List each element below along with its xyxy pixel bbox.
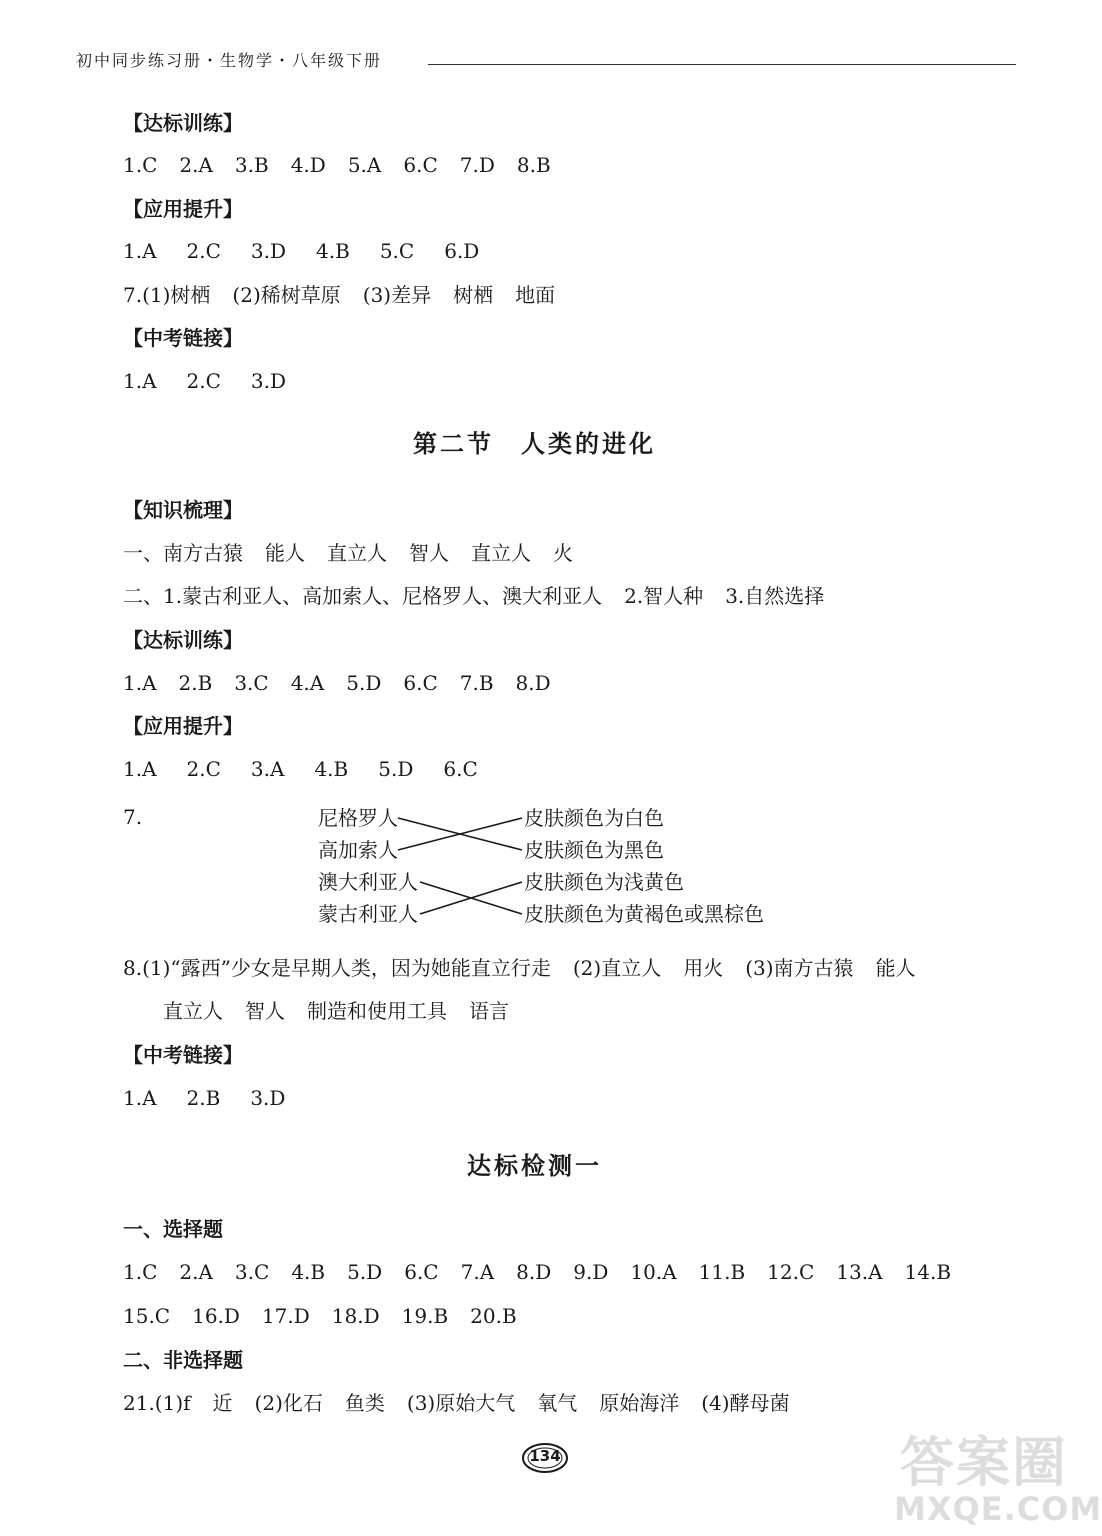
answer-part: 制造和使用工具	[307, 999, 447, 1023]
heading-zhishi: 【知识梳理】	[123, 498, 243, 522]
answer: 10.A	[630, 1260, 677, 1284]
zhishi-line-1	[123, 539, 573, 567]
answer-part: 能人	[265, 541, 305, 565]
answer: 1.A	[123, 239, 157, 263]
answer-part: 智人	[409, 541, 449, 565]
match-right-item: 皮肤颜色为浅黄色	[524, 870, 684, 894]
answer: 6.C	[443, 757, 478, 781]
answer: 4.B	[314, 757, 349, 781]
answer: 17.D	[261, 1304, 310, 1328]
answer: 3.D	[250, 239, 287, 263]
answer-part: 氧气	[537, 1391, 578, 1415]
answer: 6.C	[404, 1260, 439, 1284]
answer: 2.A	[179, 153, 213, 177]
answer: 4.B	[316, 239, 350, 263]
answer: 1.A	[123, 369, 157, 393]
answers-zhongkao-2	[123, 1084, 285, 1112]
heading-zhongkao-2: 【中考链接】	[123, 1043, 243, 1067]
answer-part: 智人	[245, 999, 285, 1023]
answer: 8.B	[516, 153, 551, 177]
answer: 20.B	[470, 1304, 517, 1328]
answer: 1.A	[123, 671, 157, 695]
heading-yingyong-2: 【应用提升】	[123, 714, 243, 738]
answer: 5.D	[378, 757, 414, 781]
answer-part: 树栖	[453, 283, 494, 307]
match-left-item: 高加索人	[318, 838, 398, 862]
answer-part: 8.(1)“露西”少女是早期人类，因为她能直立行走	[123, 956, 551, 980]
answer: 1.A	[123, 1086, 157, 1110]
heading-yingyong-1: 【应用提升】	[123, 197, 243, 221]
answer-part: (2)直立人	[572, 956, 662, 980]
answer: 5.A	[347, 153, 382, 177]
answer: 2.B	[186, 1086, 221, 1110]
answer-part: (3)差异	[362, 283, 432, 307]
answer-part: 2.智人种	[624, 584, 704, 608]
answer: 1.A	[123, 757, 157, 781]
answer: 3.C	[234, 671, 269, 695]
answer: 8.D	[516, 1260, 552, 1284]
answer: 18.D	[331, 1304, 380, 1328]
answers-xuanze-line-1	[123, 1258, 951, 1286]
answer-part: 近	[212, 1391, 233, 1415]
answer-part: 用火	[683, 956, 724, 980]
answers-zhongkao-1	[123, 367, 286, 395]
answer-part: 鱼类	[344, 1391, 385, 1415]
watermark-text-cn: 答案圈	[900, 1431, 1068, 1494]
answer: 3.D	[250, 369, 287, 393]
answer-part: 能人	[875, 956, 916, 980]
answer: 7.B	[459, 671, 494, 695]
heading-dabiao-2: 【达标训练】	[123, 628, 243, 652]
answers-yingyong-1	[123, 237, 479, 265]
answer: 13.A	[836, 1260, 883, 1284]
running-header	[76, 44, 1016, 74]
answer-part: 原始海洋	[599, 1391, 680, 1415]
watermark-logo	[890, 1420, 1102, 1536]
answer: 1.C	[123, 1260, 158, 1284]
answer: 2.B	[178, 671, 213, 695]
answer: 5.C	[379, 239, 415, 263]
answer-q8-line-1	[123, 954, 916, 982]
answer: 6.C	[403, 153, 438, 177]
page-number-text: 134	[529, 1447, 561, 1465]
answer: 15.C	[123, 1304, 171, 1328]
answers-yingyong-2	[123, 755, 478, 783]
answer: 3.A	[250, 757, 285, 781]
answer: 1.C	[123, 153, 158, 177]
answer-part: (2)化石	[254, 1391, 323, 1415]
answer-part: 地面	[515, 283, 556, 307]
answer: 7.D	[459, 153, 495, 177]
match-right-item: 皮肤颜色为白色	[524, 806, 664, 830]
answer-part: 语言	[469, 999, 509, 1023]
zhishi-line-2	[123, 582, 824, 610]
answer-part: 21.(1)f	[123, 1391, 191, 1415]
answer-part: (3)原始大气	[406, 1391, 516, 1415]
answer: 4.D	[290, 153, 326, 177]
header-rule	[428, 64, 1016, 65]
answer: 2.C	[186, 757, 221, 781]
answer-part: 直立人	[471, 541, 531, 565]
heading-feixuanze: 二、非选择题	[123, 1348, 243, 1372]
answer: 16.D	[192, 1304, 240, 1328]
matching-diagram	[300, 800, 780, 940]
answers-dabiao-1	[123, 151, 551, 179]
watermark-text-en: MXQE.COM	[894, 1490, 1102, 1528]
match-left-item: 尼格罗人	[318, 806, 398, 830]
answer: 4.A	[290, 671, 325, 695]
match-right-item: 皮肤颜色为黑色	[524, 838, 664, 862]
answer: 2.C	[186, 369, 221, 393]
heading-xuanze: 一、选择题	[123, 1217, 223, 1241]
answer-part: 二、1.蒙古利亚人、高加索人、尼格罗人、澳大利亚人	[123, 584, 603, 608]
answer: 14.B	[904, 1260, 952, 1284]
answer-part: 3.自然选择	[725, 584, 825, 608]
q7-number: 7.	[123, 805, 143, 829]
answer: 3.B	[234, 153, 269, 177]
answers-dabiao-2	[123, 669, 551, 697]
answer: 5.D	[346, 671, 382, 695]
answer: 7.A	[460, 1260, 495, 1284]
answer: 3.D	[250, 1086, 286, 1110]
answer-part: (4)酵母菌	[701, 1391, 790, 1415]
answer-part: (2)稀树草原	[232, 283, 341, 307]
answer-part: 直立人	[327, 541, 387, 565]
answer-q7-1	[123, 281, 555, 309]
answers-xuanze-line-2	[123, 1302, 517, 1330]
section-title-test: 达标检测一	[467, 1151, 602, 1180]
answer: 19.B	[401, 1304, 449, 1328]
heading-zhongkao-1: 【中考链接】	[123, 326, 243, 350]
answer-part: 7.(1)树栖	[123, 283, 211, 307]
answer: 5.D	[347, 1260, 383, 1284]
match-right-item: 皮肤颜色为黄褐色或黑棕色	[524, 902, 764, 926]
section-title-evolution: 第二节 人类的进化	[413, 429, 656, 458]
answer: 2.A	[179, 1260, 213, 1284]
answer: 8.D	[515, 671, 551, 695]
answer-part: 一、南方古猿	[123, 541, 243, 565]
answer: 4.B	[291, 1260, 326, 1284]
answer: 3.C	[234, 1260, 270, 1284]
answer: 11.B	[698, 1260, 746, 1284]
answer: 6.C	[403, 671, 438, 695]
answer-q8-line-2	[163, 997, 509, 1025]
answer: 6.D	[444, 239, 480, 263]
answer: 12.C	[767, 1260, 815, 1284]
page-number	[520, 1440, 570, 1476]
header-title: 初中同步练习册・生物学・八年级下册	[76, 51, 383, 70]
answer-part: (3)南方古猿	[745, 956, 854, 980]
match-left-item: 澳大利亚人	[318, 870, 418, 894]
answer: 9.D	[573, 1260, 609, 1284]
match-left-item: 蒙古利亚人	[318, 902, 418, 926]
answer: 2.C	[186, 239, 221, 263]
answer-part: 火	[553, 541, 573, 565]
heading-dabiao-1: 【达标训练】	[123, 111, 243, 135]
answer-q21	[123, 1389, 790, 1417]
answer-part: 直立人	[163, 999, 223, 1023]
